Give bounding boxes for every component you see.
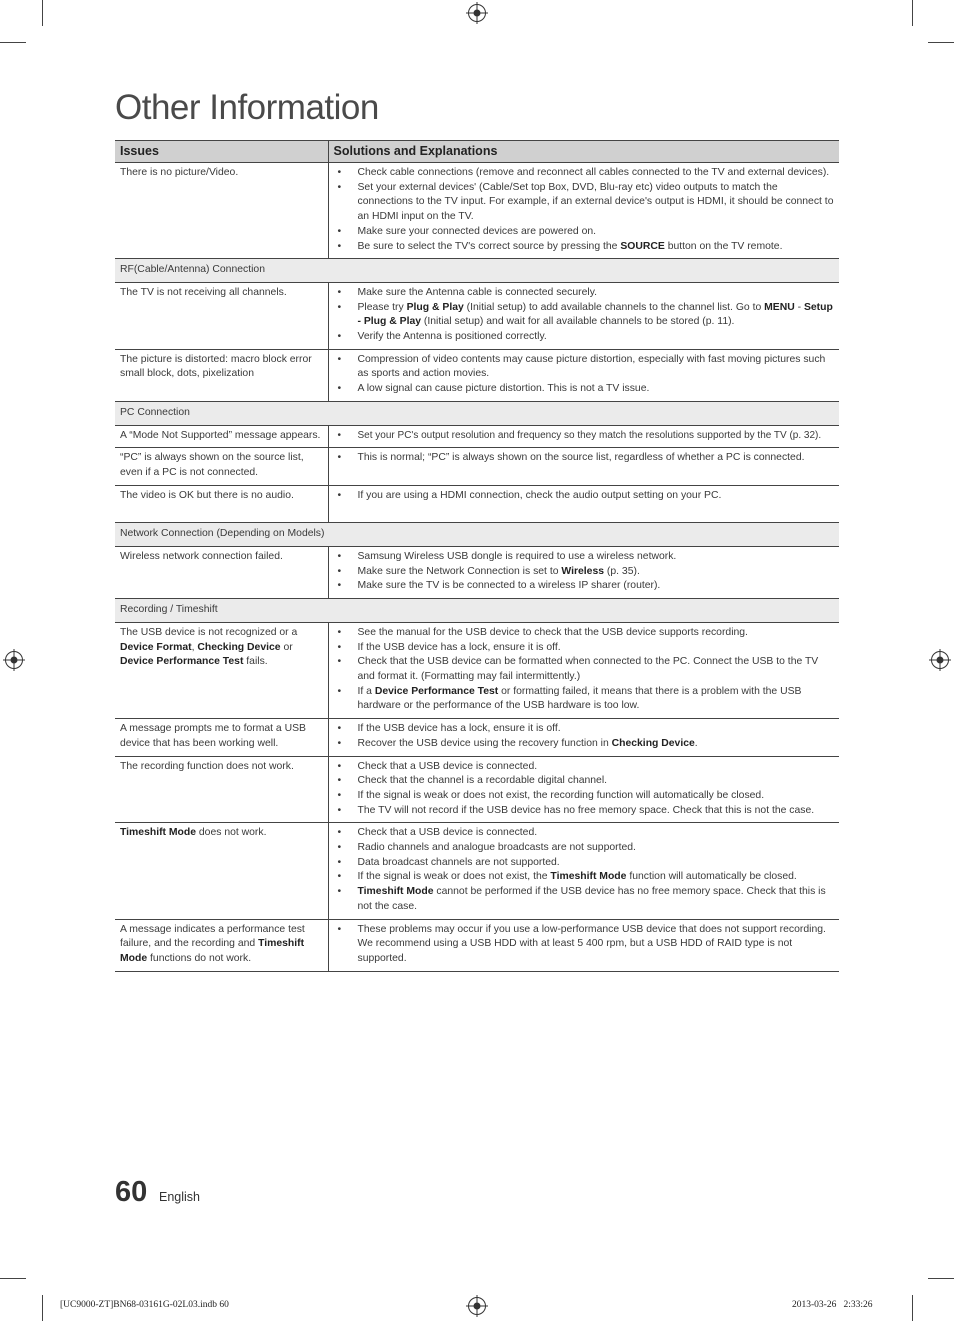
solution-cell — [328, 163, 839, 259]
crop-mark — [928, 42, 954, 43]
table-row — [115, 448, 839, 485]
text-run: or — [280, 641, 293, 653]
text-run: See the manual for the USB device to check that the USB device supports recording. — [357, 626, 748, 638]
crop-mark — [42, 0, 43, 26]
text-run: cannot be performed if the USB device has no free memory space. Check that this is not the case. — [357, 886, 826, 912]
crop-mark — [928, 1278, 954, 1279]
text-run: button on the TV remote. — [664, 240, 783, 252]
print-footer-timestamp: 2013-03-26 2:33:26 — [792, 1300, 873, 1310]
solution-item — [334, 353, 835, 382]
table-body — [115, 163, 839, 972]
solution-item — [334, 685, 835, 714]
table-row — [115, 756, 839, 823]
solution-list — [334, 826, 835, 914]
solution-item — [334, 722, 835, 737]
text-run: A message indicates a performance test failure, and the recording and — [120, 923, 305, 950]
solution-list — [334, 760, 835, 819]
section-label: Recording / Timeshift — [115, 599, 839, 623]
solution-item — [334, 856, 835, 871]
issue-cell — [115, 349, 328, 401]
solution-list — [334, 489, 835, 504]
section-row — [115, 599, 839, 623]
crop-mark — [912, 1295, 913, 1321]
issue-cell — [115, 823, 328, 919]
crop-mark — [912, 0, 913, 26]
text-run: functions do not work. — [147, 952, 252, 964]
table-row — [115, 349, 839, 401]
text-run: A message prompts me to format a USB device that has been working well. — [120, 723, 306, 749]
issue-cell — [115, 756, 328, 823]
text-run: Verify the Antenna is positioned correctly. — [357, 331, 547, 343]
text-run: There is no picture/Video. — [120, 167, 239, 178]
text-run: If the signal is weak or does not exist, the recording function will automatically be closed. — [357, 789, 765, 801]
solution-item — [334, 240, 835, 255]
solution-item — [334, 181, 835, 225]
table-row — [115, 547, 839, 599]
solution-item — [334, 774, 835, 789]
bold-term: Plug & Play — [406, 301, 464, 313]
text-run: The video is OK but there is no audio. — [120, 489, 294, 501]
solution-item — [334, 760, 835, 775]
page-title: Other Information — [115, 88, 379, 127]
issue-cell — [115, 282, 328, 349]
registration-mark-icon — [5, 651, 23, 669]
bold-term: SOURCE — [620, 240, 665, 252]
table-row — [115, 823, 839, 919]
solution-item — [334, 655, 835, 684]
solution-item — [334, 579, 835, 594]
table-row — [115, 282, 839, 349]
issue-cell — [115, 485, 328, 523]
text-run: Make sure the TV is be connected to a wireless IP sharer (router). — [357, 580, 661, 592]
bold-term: Setup - Plug & Play — [357, 301, 833, 328]
text-run: The USB device is not recognized or a — [120, 626, 298, 638]
solution-cell — [328, 448, 839, 485]
issue-cell — [115, 622, 328, 718]
text-run: Make sure your connected devices are powered on. — [357, 225, 597, 237]
section-row — [115, 259, 839, 283]
solution-list — [334, 353, 835, 397]
bold-term: Device Format — [120, 641, 192, 653]
bold-term: Checking Device — [197, 641, 281, 653]
table-row — [115, 163, 839, 259]
text-run: The picture is distorted: macro block error small block, dots, pixelization — [120, 353, 312, 380]
text-run: Check that the USB device can be formatted when connected to the PC. Connect the USB to the TV and format it. (Formatting may fail intermittently.) — [357, 656, 819, 682]
solution-item — [334, 429, 835, 444]
crop-mark — [0, 42, 26, 43]
solution-item — [334, 789, 835, 804]
page-language: English — [159, 1190, 200, 1204]
solution-list — [334, 286, 835, 345]
text-run: Set your PC's output resolution and frequency so they match the resolutions supported by the TV (p. 32). — [357, 429, 822, 441]
text-run: The recording function does not work. — [120, 760, 294, 772]
text-run: Set your external devices' (Cable/Set top Box, DVD, Blu-ray etc) video outputs to match the connections to the TV input. For example, if an external device's output is HDMI, it should be connect to an HDMI input on the TV. — [357, 181, 834, 223]
text-run: The TV is not receiving all channels. — [120, 286, 287, 298]
section-row — [115, 401, 839, 425]
text-run: (p. 35). — [604, 565, 640, 577]
table-row — [115, 719, 839, 756]
solution-cell — [328, 919, 839, 971]
crop-mark — [42, 1295, 43, 1321]
registration-mark-icon — [931, 651, 949, 669]
text-run: If the USB device has a lock, ensure it is off. — [357, 723, 561, 735]
solution-cell — [328, 485, 839, 523]
section-label: PC Connection — [115, 401, 839, 425]
text-run: “PC” is always shown on the source list, even if a PC is not connected. — [120, 452, 304, 478]
issue-cell — [115, 719, 328, 756]
text-run: (Initial setup) and wait for all available channels to be stored (p. 11). — [421, 316, 735, 328]
bold-term: Timeshift Mode — [120, 938, 305, 964]
issue-cell — [115, 448, 328, 485]
solution-item — [334, 301, 835, 330]
text-run: If the USB device has a lock, ensure it is off. — [357, 641, 561, 653]
solution-item — [334, 737, 835, 752]
solution-item — [334, 804, 835, 819]
solution-cell — [328, 823, 839, 919]
solution-list — [334, 550, 835, 594]
text-run: Data broadcast channels are not supported. — [357, 856, 560, 868]
solution-item — [334, 923, 835, 967]
text-run: Wireless network connection failed. — [120, 551, 283, 563]
solution-item — [334, 286, 835, 301]
text-run: Check cable connections (remove and reconnect all cables connected to the TV and external devices). — [357, 167, 830, 178]
issue-cell — [115, 547, 328, 599]
section-label: RF(Cable/Antenna) Connection — [115, 259, 839, 283]
solution-list — [334, 722, 835, 751]
issues-column-header: Issues — [115, 141, 328, 163]
bold-term: Timeshift Mode — [357, 886, 434, 898]
solution-item — [334, 841, 835, 856]
solution-item — [334, 330, 835, 345]
text-run: Please try — [357, 301, 407, 313]
solution-item — [334, 870, 835, 885]
text-run: These problems may occur if you use a low-performance USB device that does not support recording. We recommend using a USB HDD with at least 5 400 rpm, but a USB HDD of RAID type is not supported. — [357, 923, 826, 964]
text-run: A “Mode Not Supported” message appears. — [120, 429, 321, 441]
text-run: Make sure the Antenna cable is connected securely. — [357, 286, 598, 298]
text-run: Compression of video contents may cause picture distortion, especially with fast moving pictures such as sports and action movies. — [357, 353, 826, 380]
bold-term: Timeshift Mode — [550, 871, 627, 883]
text-run: A low signal can cause picture distortion. This is not a TV issue. — [357, 383, 650, 395]
solution-item — [334, 225, 835, 240]
solution-cell — [328, 349, 839, 401]
solution-list — [334, 166, 835, 254]
text-run: or formatting failed, it means that there is a problem with the USB hardware or the performance of the USB hardware is too low. — [357, 685, 802, 712]
bold-term: Timeshift Mode — [120, 827, 197, 839]
solution-cell — [328, 547, 839, 599]
solution-item — [334, 451, 835, 466]
solution-item — [334, 489, 835, 504]
solution-list — [334, 626, 835, 714]
text-run: If the signal is weak or does not exist, the — [357, 871, 551, 883]
page-number: 60 — [115, 1176, 148, 1208]
table-row — [115, 425, 839, 448]
text-run: Recover the USB device using the recovery function in — [357, 737, 612, 749]
text-run: does not work. — [196, 827, 267, 839]
solution-list — [334, 429, 835, 444]
table-row — [115, 622, 839, 718]
text-run: Check that a USB device is connected. — [357, 760, 538, 772]
bold-term: MENU — [764, 301, 795, 313]
bold-term: Device Performance Test — [374, 685, 499, 697]
text-run: Check that the channel is a recordable digital channel. — [357, 775, 608, 787]
text-run: If a — [357, 685, 375, 697]
solution-cell — [328, 282, 839, 349]
solution-cell — [328, 622, 839, 718]
text-run: function will automatically be closed. — [626, 871, 797, 883]
troubleshooting-table — [115, 140, 839, 972]
solution-list — [334, 923, 835, 967]
issue-cell — [115, 163, 328, 259]
text-run: Check that a USB device is connected. — [357, 827, 538, 839]
solution-cell — [328, 425, 839, 448]
solution-list — [334, 451, 835, 466]
print-footer-file: [UC9000-ZT]BN68-03161G-02L03.indb 60 — [60, 1300, 229, 1310]
section-row — [115, 523, 839, 547]
text-run: , — [191, 641, 198, 653]
text-run: - — [794, 301, 804, 313]
text-run: If you are using a HDMI connection, check the audio output setting on your PC. — [357, 489, 722, 501]
solution-item — [334, 641, 835, 656]
text-run: (Initial setup) to add available channels to the channel list. Go to — [463, 301, 765, 313]
registration-mark-icon — [468, 4, 486, 22]
text-run: fails. — [243, 656, 268, 668]
solution-item — [334, 826, 835, 841]
solution-item — [334, 565, 835, 580]
crop-mark — [0, 1278, 26, 1279]
issue-cell — [115, 919, 328, 971]
table-header-row — [115, 141, 839, 163]
solution-cell — [328, 719, 839, 756]
registration-mark-icon — [468, 1297, 486, 1315]
bold-term: Checking Device — [611, 737, 695, 749]
bold-term: Wireless — [561, 565, 605, 577]
issue-cell — [115, 425, 328, 448]
solution-item — [334, 382, 835, 397]
solution-item — [334, 166, 835, 181]
section-label: Network Connection (Depending on Models) — [115, 523, 839, 547]
solution-cell — [328, 756, 839, 823]
solutions-column-header: Solutions and Explanations — [328, 141, 839, 163]
table-row — [115, 485, 839, 523]
text-run: Make sure the Network Connection is set to — [357, 565, 562, 577]
text-run: Samsung Wireless USB dongle is required to use a wireless network. — [357, 551, 677, 563]
solution-item — [334, 550, 835, 565]
text-run: Radio channels and analogue broadcasts are not supported. — [357, 842, 636, 854]
solution-item — [334, 626, 835, 641]
text-run: This is normal; “PC” is always shown on the source list, regardless of whether a PC is connected. — [357, 452, 805, 464]
text-run: The TV will not record if the USB device has no free memory space. Check that this is not the case. — [357, 804, 815, 816]
text-run: Be sure to select the TV's correct source by pressing the — [357, 240, 621, 252]
table-row — [115, 919, 839, 971]
solution-item — [334, 885, 835, 914]
bold-term: Device Performance Test — [120, 656, 244, 668]
text-run: . — [694, 737, 698, 749]
